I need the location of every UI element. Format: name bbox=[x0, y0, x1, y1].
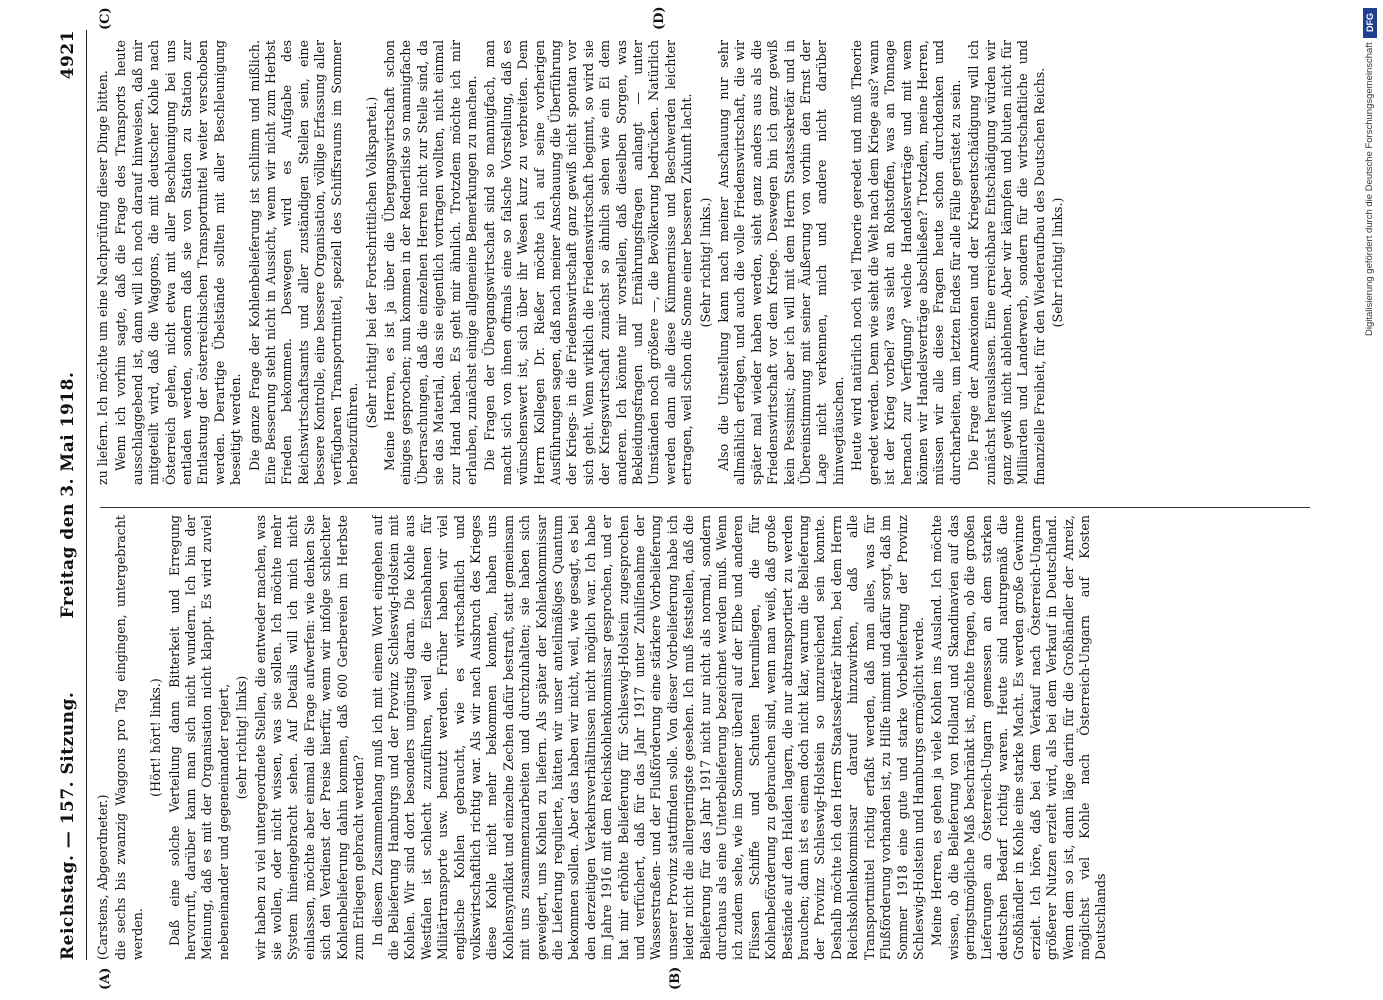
paragraph: Meine Herren, es ist ja über die Übergangswirtschaft schon einiges gesprochen; nun kommen in der Rednerliste so mannigfache Überraschungen, daß die einzelnen Herren nicht zur Stelle sind, da sie das Material, das sie eigentlich vortragen wollten, nicht einmal zur Hand haben. Es geht mir ähnlich. Trotzdem möchte ich mir erlauben, zunächst einige allgemeine Bemerkungen zu machen. bbox=[381, 40, 479, 485]
interjection: (Sehr richtig! bei der Fortschrittlichen Volkspartei.) bbox=[363, 96, 379, 429]
paragraph: Daß eine solche Verteilung dann Bitterkeit und Erregung hervorruft, darüber kann man sich nicht wundern. Ich bin der Meinung, daß es mit der Organisation nicht klappt. Es wird zuviel nebeneinander und gegeneinander regiert, bbox=[166, 515, 231, 960]
paragraph: Meine Herren, es gehen ja viele Kohlen ins Ausland. Ich möchte wissen, ob die Belieferung von Holland und Skandinavien auf das geringstmögliche Maß beschränkt ist, möchte fragen, ob die großen Lieferungen an Österreich-Ungarn gemessen an dem starken deutschen Bedarf richtig waren. Heute sind naturgemäß die Großhändler in Kohle eine starke Macht. Es werden große Gewinne erzielt. Ich höre, daß bei dem Verkauf nach Österreich-Ungarn größerer Nutzen erzielt wird, als bei dem Verkauf in Deutschland. Wenn dem so ist, dann läge darin für die Großhändler der Anreiz, möglichst viel Kohle nach Österreich-Ungarn auf Kosten Deutschlands bbox=[929, 515, 1109, 960]
paragraph: Wenn ich vorhin sagte, daß die Frage des Transports heute ausschlaggebend ist, dann will ich noch darauf hinweisen, daß mir mitgeteilt wird, daß die Waggons, die mit deutscher Kohle nach Österreich gehen, nicht etwa mit aller Beschleunigung bei uns entladen werden, sondern daß sie von Station zu Station zur Entlastung der österreichischen Transportmittel weiter verschoben werden. Derartige Übelstände sollten mit aller Beschleunigung beseitigt werden. bbox=[113, 40, 244, 485]
paragraph: Also die Umstellung kann nach meiner Anschauung nur sehr allmählich erfolgen, und auch die volle Friedenswirtschaft, die wir später mal wieder haben werden, sieht ganz anders aus als die Friedenswirtschaft vor dem Kriege. Deswegen bin ich ganz gewiß kein Pessimist; aber ich will mit dem Herrn Staatssekretär und in Übereinstimmung mit seiner Äußerung von vorhin den Ernst der Lage nicht verkennen, mich und andere nicht darüber hinwegtäuschen. bbox=[716, 40, 846, 485]
paragraph: In diesem Zusammenhang muß ich mit einem Wort eingehen auf die Belieferung Hamburgs und der Provinz Schleswig-Holstein mit Kohlen. Wir sind dort besonders ungünstig daran. Die Kohle aus Westfalen ist schlecht zuzuführen, weil die Eisenbahnen für Militärtransporte usw. benutzt werden. Früher haben wir viel englische Kohlen gebraucht, wie es wirtschaftlich und volkswirtschaftlich richtig war. Als wir nach Ausbruch des Krieges diese Kohle nicht mehr bekommen konnten, haben uns Kohlensyndikat und einzelne Zechen dafür bestraft, statt gemeinsam mit uns zusammenzuarbeiten und durchzuhalten; sie haben sich geweigert, uns Kohlen zu liefern. Als später der Kohlenkommissar die Lieferung regulierte, hätten wir unser anteilmäßiges Quantum bekommen sollen. Aber das haben wir nicht, weil, wie gesagt, es bei den derzeitigen Verkehrsverhältnissen nicht möglich war. Ich habe im Jahre 1916 mit dem Reichskohlenkommissar gesprochen, und er hat mir erhöhte Belieferung für Schleswig-Holstein zugesprochen und verfüchert, daß für das Jahr 1917 unter Zuhilfenahme der Wasserstraßen- und der Flußförderung eine stärkere Vorbelieferung unserer Provinz stattfinden solle. Von dieser Vorbelieferung habe ich leider nicht die allergeringste gesehen. Ich muß feststellen, daß die Belieferung für das Jahr 1917 nicht nur nicht als normal, sondern durchaus als eine Unterbelieferung bezeichnet werden muß. Wenn ich zudem sehe, wie im Sommer überall auf der Elbe und anderen Flüssen Schiffe und Schuten herumliegen, die für Kohlenbeförderung zu gebrauchen sind, wenn man weiß, daß große Bestände auf den Halden lagern, die nur abtransportiert zu werden brauchen; dann ist es einem doch nicht klar, warum die Belieferung der Provinz Schleswig-Holstein so unzureichend sein konnte. Deshalb möchte ich den Herrn Staatssekretär bitten, bei dem Herrn Reichskohlenkommissar darauf hinzuwirken, daß alle Transportmittel richtig erfaßt werden, daß man alles, was für Flußförderung vorhanden ist, zu Hilfe nimmt und dafür sorgt, daß im Sommer 1918 eine gute und starke Vorbelieferung der Provinz Schleswig-Holstein und Hamburgs ermöglicht werde. bbox=[369, 515, 926, 960]
paragraph: Die ganze Frage der Kohlenbelieferung ist schlimm und mißlich. Eine Besserung steht nicht in Aussicht, wenn wir nicht zum Herbst Frieden bekommen. Deswegen wird es Aufgabe des Reichswirtschaftsamts und aller zuständigen Stellen sein, eine bessere Kontrolle, eine bessere Organisation, völlige Erfassung aller verfügbaren Transportmittel, speziell des Schiffsraums im Sommer herbeizuführen. bbox=[246, 40, 361, 485]
interjection: (Hört! hört! links.) bbox=[148, 678, 164, 797]
rotated-newspaper-page bbox=[40, 0, 1340, 1000]
right-column bbox=[95, 40, 1315, 485]
interjection: (sehr richtig! links) bbox=[234, 675, 250, 800]
paragraph: zu liefern. Ich möchte um eine Nachprüfung dieser Dinge bitten. bbox=[95, 70, 110, 485]
dfg-credit bbox=[1363, 8, 1379, 998]
column-divider bbox=[100, 507, 1310, 508]
interjection: (Sehr richtig! links.) bbox=[1050, 197, 1066, 328]
paragraph: Die Fragen der Übergangswirtschaft sind so mannigfach, man macht sich von ihnen oftmals eine so falsche Vorstellung, daß es wünschenswert ist, sich über ihr Wesen kurz zu verbreiten. Dem Herrn Kollegen Dr. Rießer möchte ich auf seine vorherigen Ausführungen sagen, daß nach meiner Anschauung die Überführung der Kriegs- in die Friedenswirtschaft ganz gewiß nicht spontan vor sich geht. Wenn wirklich die Friedenswirtschaft beginnt, so wird sie der Kriegswirtschaft zunächst so ähnlich sehen wie ein Ei dem anderen. Ich könnte mir vorstellen, daß dieselben Sorgen, was Bekleidungsfragen und Ernährungsfragen anlangt — unter Umständen noch größere —, die Bevölkerung bedrücken. Natürlich werden dann alle diese Kümmernisse und Beschwerden leichter ertragen, weil schon die Sonne einer besseren Zukunft lacht. bbox=[482, 40, 695, 485]
interjection: (Sehr richtig! links.) bbox=[697, 197, 713, 328]
credit-text: Digitalisierung gefördert durch die Deutsche Forschungsgemeinschaft bbox=[1364, 42, 1375, 336]
dfg-logo: DFG bbox=[1363, 8, 1377, 38]
header-rule bbox=[86, 30, 87, 960]
paragraph: die sechs bis zwanzig Waggons pro Tag eingingen, untergebracht werden. bbox=[113, 515, 145, 960]
header-left: Reichstag. — 157. Sitzung. bbox=[58, 691, 78, 960]
speaker-attribution: (Carstens, Abgeordneter.) bbox=[95, 794, 110, 960]
left-column bbox=[95, 515, 1315, 960]
paragraph: wir haben zu viel untergeordnete Stellen, die entweder machen, was sie wollen, oder nicht wissen, was sie sollen. Ich möchte mehr System hineingebracht sehen. Auf Details will ich mich nicht einlassen, möchte aber einmal die Frage aufwerfen: wie denken Sie sich den Verdienst der Preise hierfür, wenn wir infolge schlechter Kohlenbelieferung dahin kommen, daß 600 Gerbereien im Herbste zum Erliegen gebracht werden? bbox=[252, 515, 367, 960]
header-date: Freitag den 3. Mai 1918. bbox=[58, 371, 78, 619]
margin-marker-d: (D) bbox=[652, 6, 667, 30]
page-number: 4921 bbox=[58, 30, 78, 80]
margin-marker-c: (C) bbox=[98, 7, 113, 30]
paragraph: Die Frage der Annexionen und der Kriegsentschädigung will ich zunächst herauslassen. Eine erreichbare Entschädigung würden wir ganz gewiß nicht ablehnen. Aber wir kämpfen und bluten nicht für Milliarden und Landerwerb, sondern für die wirtschaftliche und finanzielle Freiheit, für den Wiederaufbau des Deutschen Reichs. bbox=[966, 40, 1047, 485]
margin-marker-b: (B) bbox=[668, 966, 683, 990]
running-head bbox=[58, 30, 88, 960]
margin-marker-a: (A) bbox=[98, 967, 113, 990]
paragraph: Heute wird natürlich noch viel Theorie geredet und muß Theorie geredet werden. Denn wie sieht die Welt nach dem Kriege aus? wann ist der Krieg vorbei? was sieht an Rohstoffen, was an Tonnage hernach zur Verfügung? welche Handelsverträge und mit wem können wir Handelsverträge abschließen? Trotzdem, meine Herren, müssen wir alle diese Fragen heute schon durchdenken und durcharbeiten, um letzten Endes für alle Fälle gerüstet zu sein. bbox=[849, 40, 963, 485]
